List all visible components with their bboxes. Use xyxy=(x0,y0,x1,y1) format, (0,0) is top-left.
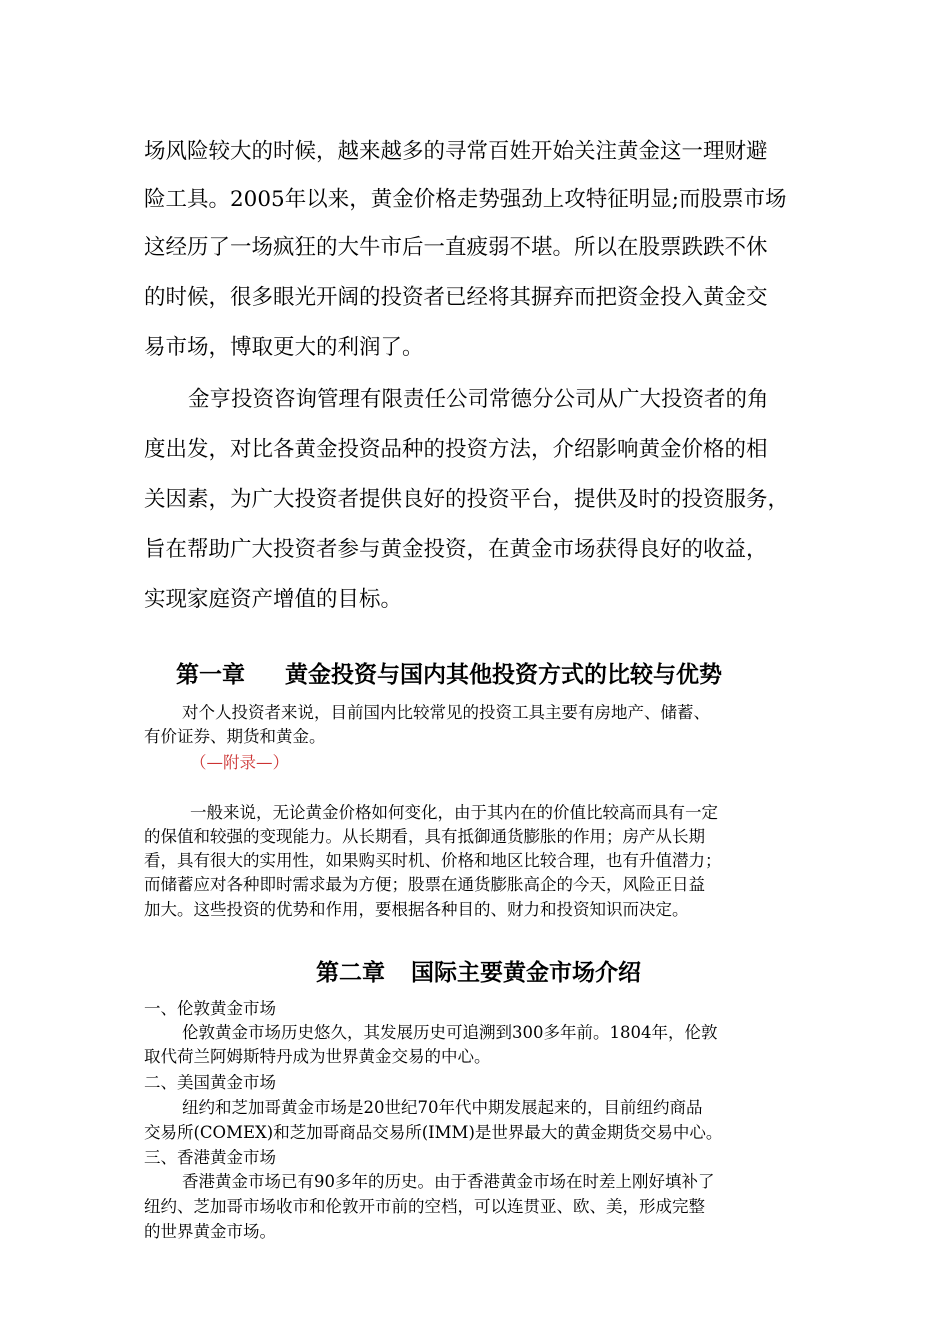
chapter-number: 第一章 xyxy=(176,662,245,688)
text-line: 而储蓄应对各种即时需求最为方便；股票在通货膨胀高企的今天，风险正日益 xyxy=(144,875,705,894)
text-line: 关因素，为广大投资者提供良好的投资平台，提供及时的投资服务， xyxy=(144,487,790,512)
text-line: 场风险较大的时候，越来越多的寻常百姓开始关注黄金这一理财避 xyxy=(144,139,768,164)
text-line: 香港黄金市场已有90多年的历史。由于香港黄金市场在时差上刚好填补了 xyxy=(182,1172,715,1191)
text-line: 有价证券、期货和黄金。 xyxy=(144,727,326,746)
text-line: 金亨投资咨询管理有限责任公司常德分公司从广大投资者的角 xyxy=(188,387,769,412)
chapter2-heading xyxy=(316,958,641,988)
text-line: 旨在帮助广大投资者参与黄金投资，在黄金市场获得良好的收益， xyxy=(144,537,768,562)
appendix-note: （—附录—） xyxy=(190,753,289,772)
text-line: 一般来说，无论黄金价格如何变化，由于其内在的价值比较高而具有一定 xyxy=(190,803,718,822)
text-line: 实现家庭资产增值的目标。 xyxy=(144,587,403,612)
section-heading-us: 二、美国黄金市场 xyxy=(144,1073,276,1092)
text-line: 的时候，很多眼光开阔的投资者已经将其摒弃而把资金投入黄金交 xyxy=(144,285,768,310)
text-line: 对个人投资者来说，目前国内比较常见的投资工具主要有房地产、储蓄、 xyxy=(182,703,710,722)
text-line: 纽约和芝加哥黄金市场是20世纪70年代中期发展起来的，目前纽约商品 xyxy=(182,1098,703,1117)
text-line: 纽约、芝加哥市场收市和伦敦开市前的空档，可以连贯亚、欧、美，形成完整 xyxy=(144,1197,705,1216)
chapter-number: 第二章 xyxy=(316,960,385,986)
text-line: 的世界黄金市场。 xyxy=(144,1222,276,1241)
text-line: 险工具。2005年以来，黄金价格走势强劲上攻特征明显;而股票市场 xyxy=(144,187,787,212)
text-line: 的保值和较强的变现能力。从长期看，具有抵御通货膨胀的作用；房产从长期 xyxy=(144,827,705,846)
text-line: 这经历了一场疯狂的大牛市后一直疲弱不堪。所以在股票跌跌不休 xyxy=(144,235,768,260)
chapter-title: 国际主要黄金市场介绍 xyxy=(411,960,641,986)
text-line: 看，具有很大的实用性，如果购买时机、价格和地区比较合理，也有升值潜力； xyxy=(144,851,722,870)
text-line: 交易所(COMEX)和芝加哥商品交易所(IMM)是世界最大的黄金期货交易中心。 xyxy=(144,1123,723,1142)
chapter1-heading xyxy=(176,660,722,690)
text-line: 加大。这些投资的优势和作用，要根据各种目的、财力和投资知识而决定。 xyxy=(144,900,689,919)
section-heading-hk: 三、香港黄金市场 xyxy=(144,1148,276,1167)
text-line: 度出发，对比各黄金投资品种的投资方法，介绍影响黄金价格的相 xyxy=(144,437,768,462)
text-line: 取代荷兰阿姆斯特丹成为世界黄金交易的中心。 xyxy=(144,1047,491,1066)
text-line: 易市场，博取更大的利润了。 xyxy=(144,335,424,360)
chapter-title: 黄金投资与国内其他投资方式的比较与优势 xyxy=(285,662,722,688)
section-heading-london: 一、伦敦黄金市场 xyxy=(144,999,276,1018)
text-line: 伦敦黄金市场历史悠久，其发展历史可追溯到300多年前。1804年，伦敦 xyxy=(182,1023,718,1042)
